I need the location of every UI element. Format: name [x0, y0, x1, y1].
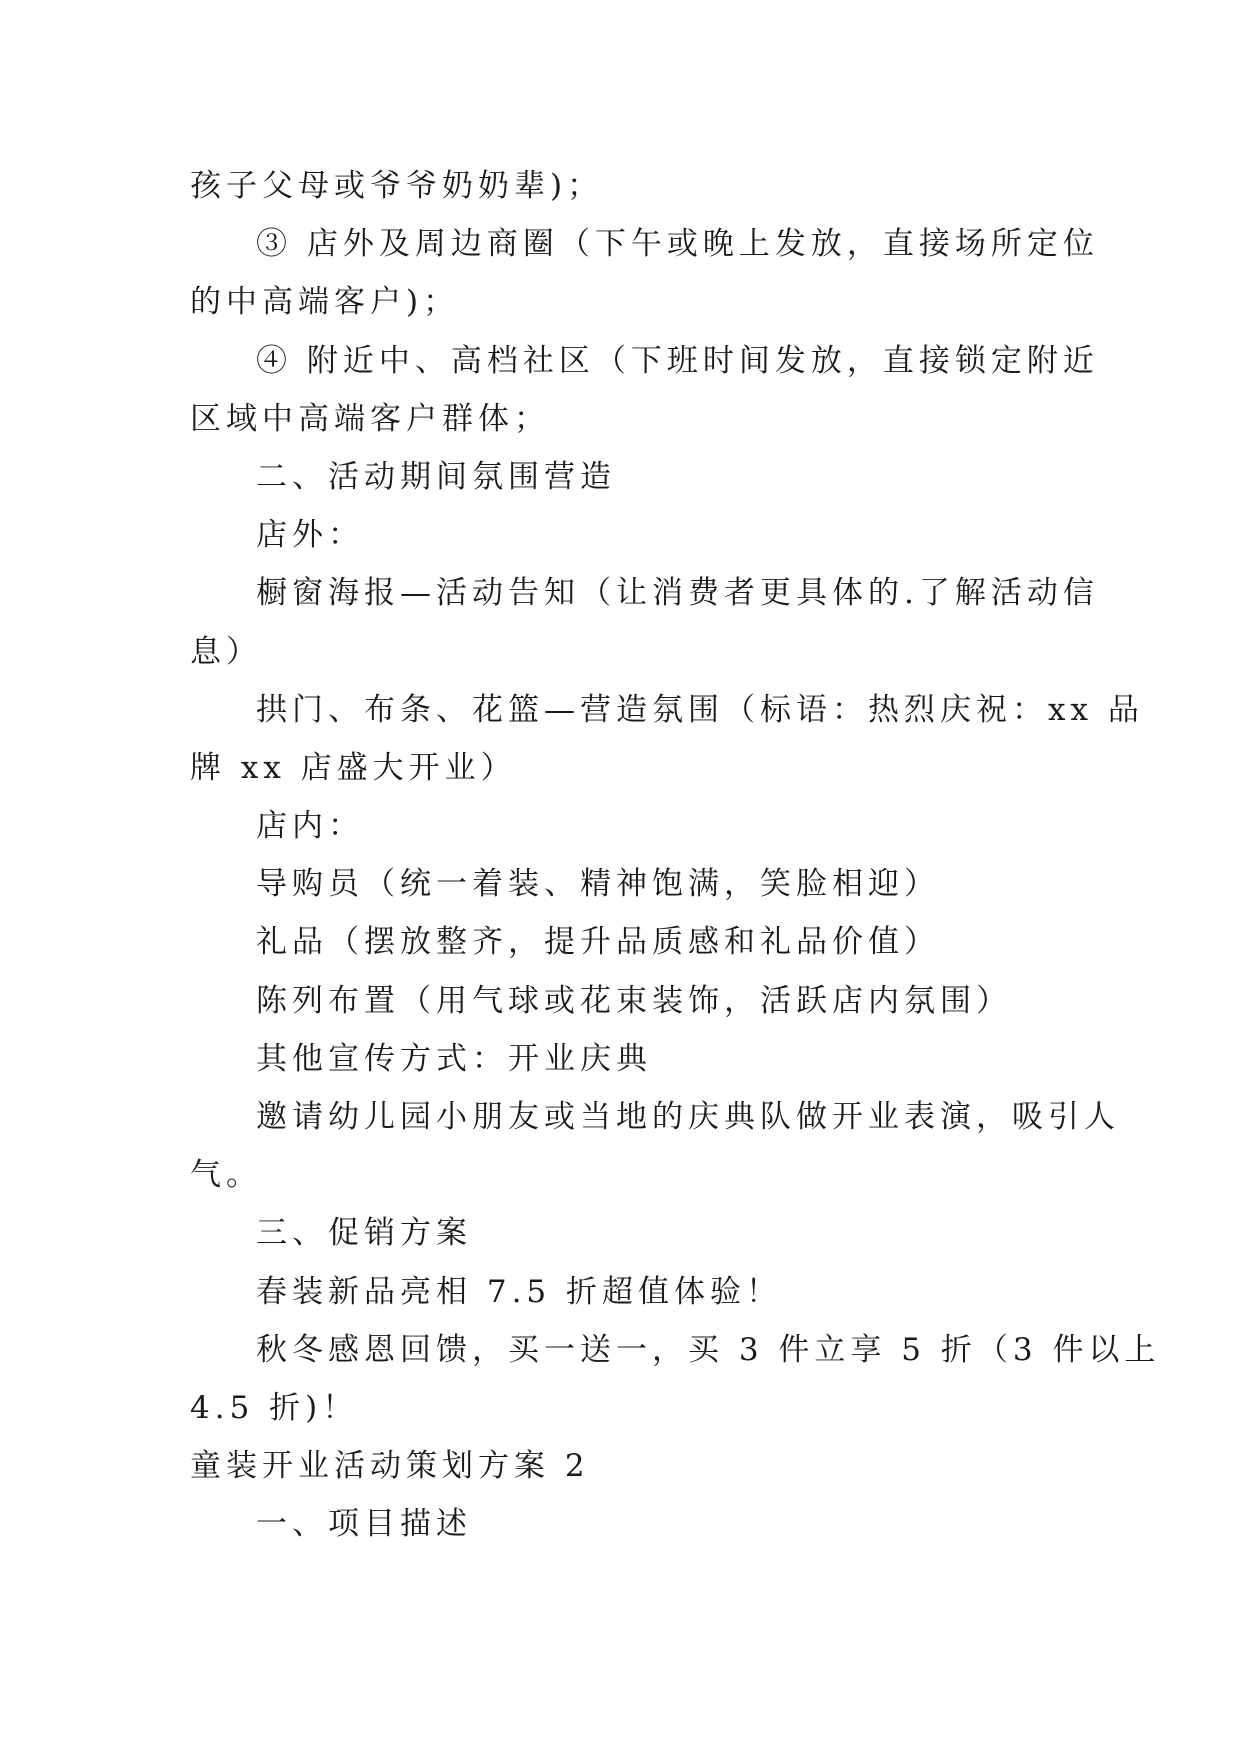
- text-line: 邀请幼儿园小朋友或当地的庆典队做开业表演，吸引人: [256, 1099, 1120, 1135]
- section-heading: 二、活动期间氛围营造: [256, 458, 616, 495]
- text-line: 导购员（统一着装、精神饱满，笑脸相迎）: [256, 866, 940, 903]
- text-line: ③ 店外及周边商圈（下午或晚上发放，直接场所定位: [256, 226, 1099, 263]
- text-line: 的中高端客户)；: [190, 284, 460, 321]
- text-line: 气。: [190, 1157, 262, 1194]
- text-line: ④ 附近中、高档社区（下班时间发放，直接锁定附近: [256, 342, 1099, 379]
- text-line: 牌 xx 店盛大开业）: [190, 749, 517, 786]
- text-line: 区域中高端客户群体；: [190, 400, 550, 437]
- text-line: 店外：: [256, 517, 364, 554]
- text-line: 4.5 折)！: [190, 1389, 359, 1426]
- text-line: 息）: [190, 633, 262, 670]
- text-line: 拱门、布条、花篮—营造氛围（标语：热烈庆祝：xx 品: [256, 691, 1144, 728]
- text-line: 礼品（摆放整齐，提升品质感和礼品价值）: [256, 924, 940, 961]
- text-line: 橱窗海报—活动告知（让消费者更具体的.了解活动信: [256, 575, 1099, 612]
- text-line: 秋冬感恩回馈，买一送一，买 3 件立享 5 折（3 件以上: [256, 1331, 1161, 1368]
- text-line: 孩子父母或爷爷奶奶辈)；: [190, 168, 604, 204]
- document-body: [190, 157, 1161, 1554]
- section-heading: 三、促销方案: [256, 1215, 472, 1252]
- text-line: 其他宣传方式：开业庆典: [256, 1040, 652, 1077]
- text-line: 店内：: [256, 808, 364, 845]
- section-heading: 一、项目描述: [256, 1506, 472, 1543]
- text-line: 陈列布置（用气球或花束装饰，活跃店内氛围）: [256, 982, 1012, 1019]
- document-subtitle: 童装开业活动策划方案 2: [190, 1448, 590, 1485]
- text-line: 春装新品亮相 7.5 折超值体验！: [256, 1273, 783, 1310]
